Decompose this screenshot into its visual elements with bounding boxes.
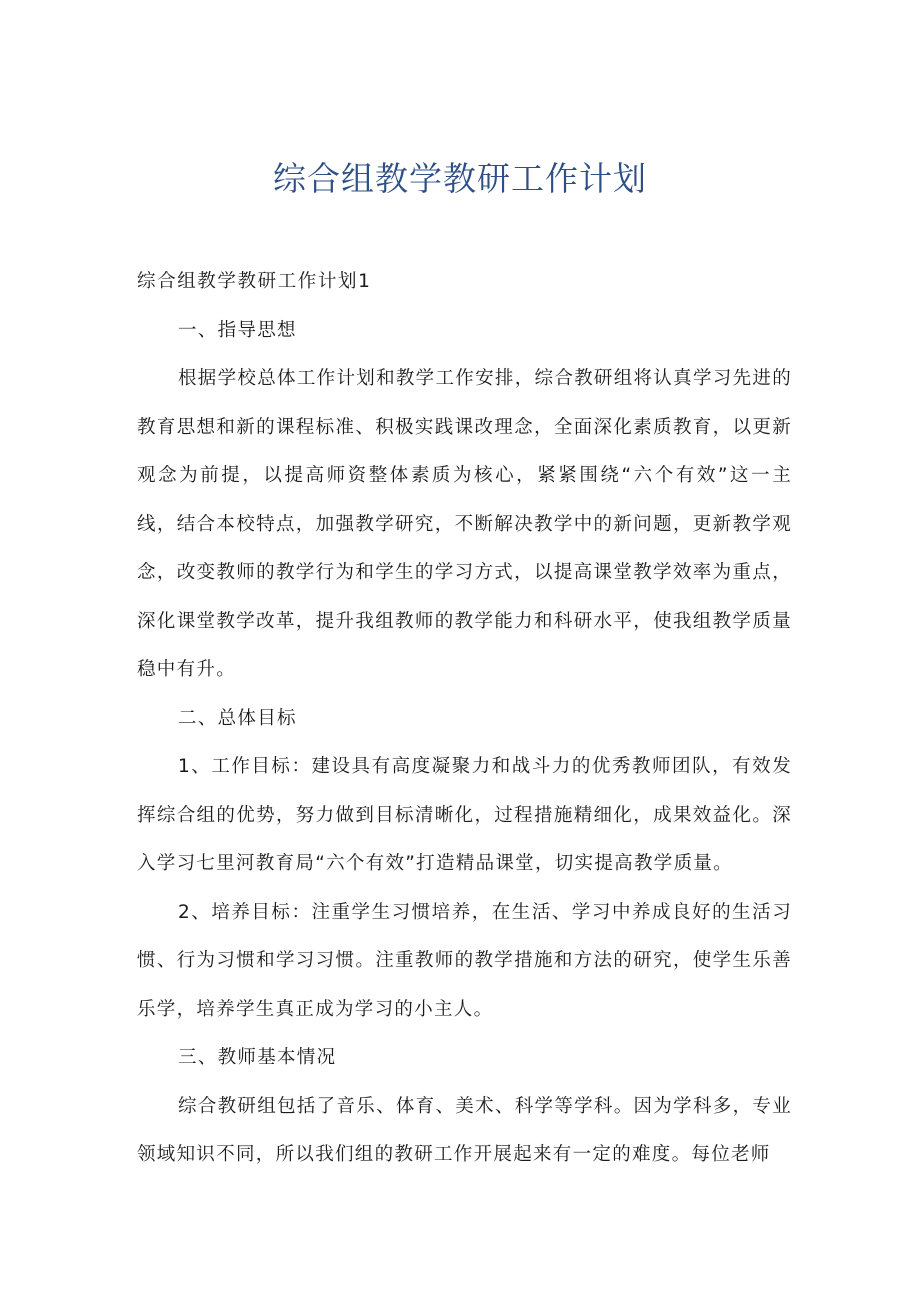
body-paragraph: 综合教研组包括了音乐、体育、美术、科学等学科。因为学科多，专业领域知识不同，所以我们组的教研工作开展起来有一定的难度。每位老师: [137, 1095, 792, 1165]
section-heading: 二、总体目标: [178, 707, 297, 729]
section-heading: 三、教师基本情况: [178, 1047, 337, 1068]
body-paragraph: 1、工作目标：建设具有高度凝聚力和战斗力的优秀教师团队，有效发挥综合组的优势，努力做到目标清晰化，过程措施精细化，成果效益化。深入学习七里河教育局“六个有效”打造精品课堂，切实提高教学质量。: [137, 756, 792, 874]
section-heading: 一、指导思想: [178, 319, 297, 341]
body-paragraph: 2、培养目标：注重学生习惯培养，在生活、学习中养成良好的生活习惯、行为习惯和学习习惯。注重教师的教学措施和方法的研究，使学生乐善乐学，培养学生真正成为学习的小主人。: [137, 901, 792, 1020]
document-subtitle: 综合组教学教研工作计划1: [137, 271, 372, 292]
document-title: 综合组教学教研工作计划: [273, 159, 647, 198]
document-body: [137, 258, 792, 1180]
body-paragraph: 根据学校总体工作计划和教学工作安排，综合教研组将认真学习先进的教育思想和新的课程标准、积极实践课改理念，全面深化素质教育，以更新观念为前提，以提高师资整体素质为核心，紧紧围绕“六个有效”这一主线，结合本校特点，加强教学研究，不断解决教学中的新问题，更新教学观念，改变教师的教学行为和学生的学习方式，以提高课堂教学效率为重点，深化课堂教学改革，提升我组教师的教学能力和科研水平，使我组教学质量稳中有升。: [137, 368, 792, 680]
